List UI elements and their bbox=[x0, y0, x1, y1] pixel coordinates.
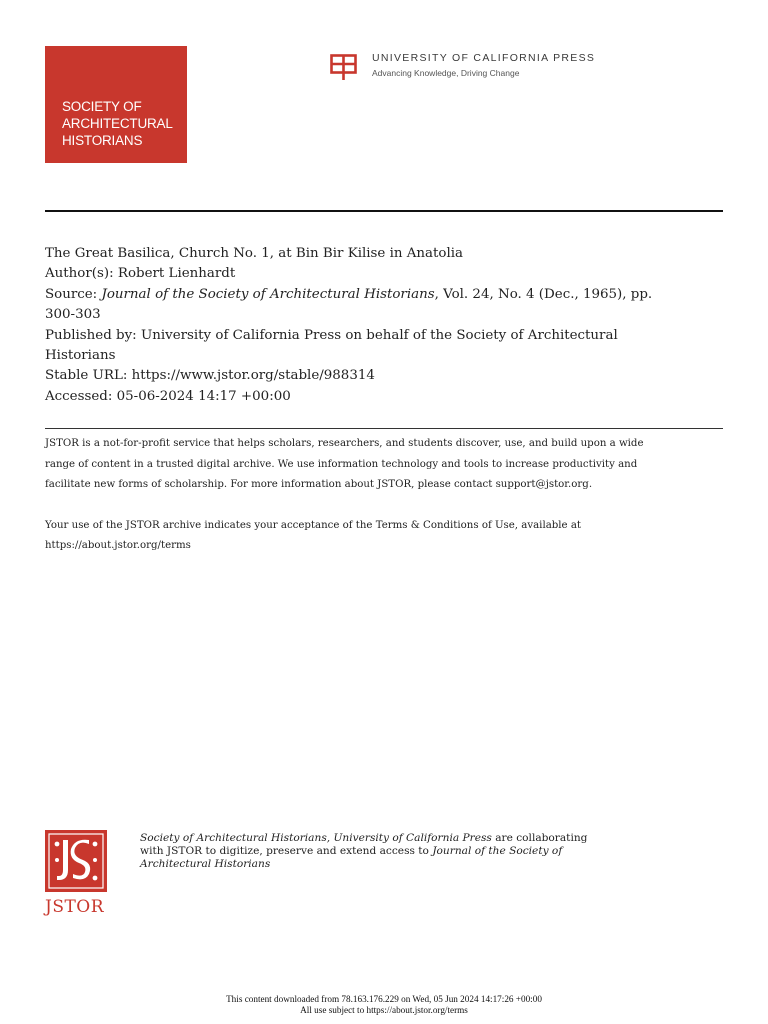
jstor-wordmark: JSTOR bbox=[45, 897, 105, 917]
download-footer bbox=[0, 994, 768, 1016]
terms-link[interactable]: https://about.jstor.org/terms bbox=[45, 540, 191, 552]
jstor-seal-icon bbox=[45, 830, 107, 892]
source-journal: Journal of the Society of Architectural Historians bbox=[101, 286, 435, 302]
collaboration-statement: Society of Architectural Historians, University of California Press are collaborating with JSTOR to digitize, preserve and extend access to Journal of the Society of Architectural Historians bbox=[140, 832, 588, 870]
article-pages: 300-303 bbox=[45, 307, 101, 323]
society-logo bbox=[45, 46, 187, 163]
publisher-tagline: Advancing Knowledge, Driving Change bbox=[372, 68, 520, 78]
society-logo-line: HISTORIANS bbox=[62, 133, 143, 148]
jstor-about-paragraph: JSTOR is a not-for-profit service that helps scholars, researchers, and students discover, use, and build upon a wide range of content in a trusted digital archive. We use information technology and tools to increase productivity and facilitate new forms of scholarship. For more information about JSTOR, please contact support@jstor.org. bbox=[45, 438, 644, 491]
article-accessed: Accessed: 05-06-2024 14:17 +00:00 bbox=[45, 388, 291, 404]
society-logo-line: ARCHITECTURAL bbox=[62, 116, 173, 131]
article-title: The Great Basilica, Church No. 1, at Bin Bir Kilise in Anatolia bbox=[45, 246, 464, 261]
article-publisher: Published by: University of California Press on behalf of the Society of Architectural bbox=[45, 327, 618, 343]
article-source: Source: Journal of the Society of Architectural Historians, Vol. 24, No. 4 (Dec., 1965), pp. bbox=[45, 286, 653, 302]
metadata-divider bbox=[45, 428, 723, 429]
header-divider bbox=[45, 210, 723, 212]
article-author: Author(s): Robert Lienhardt bbox=[45, 266, 236, 282]
download-info: This content downloaded from 78.163.176.229 on Wed, 05 Jun 2024 14:17:26 +00:00 bbox=[226, 994, 542, 1004]
collaborating-orgs: Society of Architectural Historians, University of California Press bbox=[140, 832, 492, 844]
article-stable-url: Stable URL: https://www.jstor.org/stable/988314 bbox=[45, 368, 375, 384]
jstor-notice bbox=[45, 434, 725, 557]
ucp-book-icon bbox=[330, 54, 357, 81]
stable-url-link[interactable]: https://www.jstor.org/stable/988314 bbox=[131, 368, 375, 384]
publisher-logo bbox=[330, 52, 595, 82]
article-publisher-cont: Historians bbox=[45, 348, 116, 364]
usage-terms: All use subject to https://about.jstor.org/terms bbox=[300, 1005, 468, 1015]
society-logo-line: SOCIETY OF bbox=[62, 99, 142, 114]
terms-paragraph: Your use of the JSTOR archive indicates your acceptance of the Terms & Conditions of Use, available at https://about.jstor.org/terms bbox=[45, 519, 581, 552]
article-metadata bbox=[45, 244, 725, 407]
publisher-name: UNIVERSITY OF CALIFORNIA PRESS bbox=[372, 52, 596, 64]
